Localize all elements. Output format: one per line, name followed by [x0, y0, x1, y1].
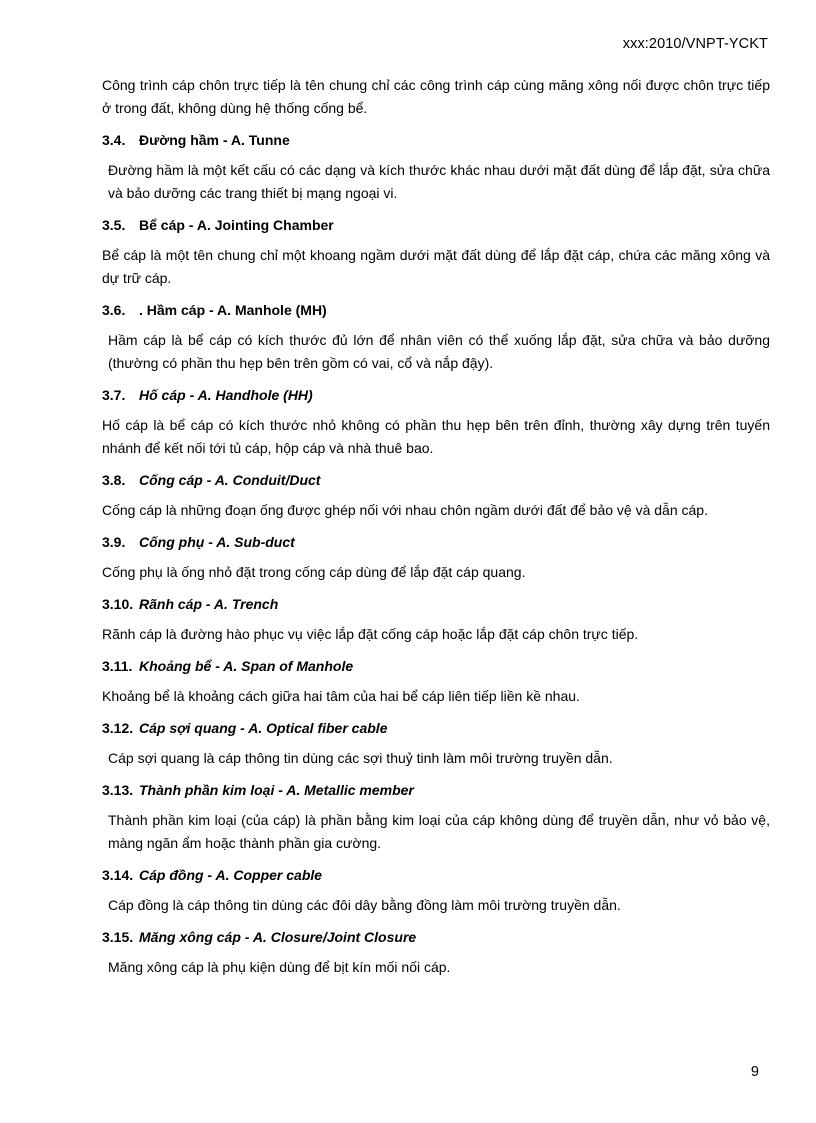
section-heading [102, 471, 770, 489]
section-number: 3.14. [102, 867, 134, 883]
section-title: Rãnh cáp - A. Trench [139, 596, 279, 612]
section-number: 3.8. [102, 472, 126, 488]
intro-paragraph: Công trình cáp chôn trực tiếp là tên chung chỉ các công trình cáp cùng măng xông nối được chôn trực tiếp ở trong đất, không dùng hệ thống cống bể. [102, 77, 770, 116]
section-heading [102, 131, 770, 149]
section-body: Thành phần kim loại (của cáp) là phần bằng kim loại của cáp không dùng để truyền dẫn, như vỏ bảo vệ, màng ngăn ẩm hoặc thành phần gia cường. [108, 812, 770, 851]
section-heading [102, 533, 770, 551]
section-number: 3.13. [102, 782, 134, 798]
section-body: Hố cáp là bể cáp có kích thước nhỏ không có phần thu hẹp bên trên đỉnh, thường xây dựng trên tuyến nhánh để kết nối tới tủ cáp, hộp cáp và nhà thuê bao. [102, 417, 770, 456]
section-title: Thành phần kim loại - A. Metallic member [139, 782, 414, 798]
section-title: Khoảng bể - A. Span of Manhole [139, 658, 354, 674]
section-body: Măng xông cáp là phụ kiện dùng để bịt kín mối nối cáp. [108, 959, 451, 975]
section-title: Đường hầm - A. Tunne [139, 132, 290, 148]
section-body: Hầm cáp là bể cáp có kích thước đủ lớn để nhân viên có thể xuống lắp đặt, sửa chữa và bảo dưỡng (thường có phần thu hẹp bên trên gồm có vai, cổ và nắp đậy). [108, 332, 770, 371]
section-title: Cáp sợi quang - A. Optical fiber cable [139, 720, 388, 736]
section-heading [102, 719, 770, 737]
document-body [102, 74, 770, 979]
section-body: Khoảng bể là khoảng cách giữa hai tâm của hai bể cáp liên tiếp liền kề nhau. [102, 688, 580, 704]
section-title: Cống cáp - A. Conduit/Duct [139, 472, 321, 488]
section-title: . Hầm cáp - A. Manhole (MH) [139, 302, 327, 318]
section-title: Cáp đồng - A. Copper cable [139, 867, 323, 883]
section-number: 3.11. [102, 658, 133, 674]
document-code-header: xxx:2010/VNPT-YCKT [622, 36, 768, 52]
sections-list [102, 131, 770, 979]
section-number: 3.6. [102, 302, 126, 318]
section-number: 3.5. [102, 217, 126, 233]
section-heading [102, 657, 770, 675]
section-body: Đường hầm là một kết cấu có các dạng và kích thước khác nhau dưới mặt đất dùng để lắp đặt, sửa chữa và bảo dưỡng các trang thiết bị mạng ngoại vi. [108, 162, 770, 201]
section-title: Bể cáp - A. Jointing Chamber [139, 217, 334, 233]
section-heading [102, 595, 770, 613]
section-number: 3.9. [102, 534, 126, 550]
section-number: 3.10. [102, 596, 134, 612]
section-number: 3.12. [102, 720, 134, 736]
section-number: 3.15. [102, 929, 134, 945]
section-number: 3.7. [102, 387, 126, 403]
section-heading [102, 781, 770, 799]
page-number: 9 [750, 1064, 759, 1080]
section-body: Cống phụ là ống nhỏ đặt trong cống cáp dùng để lắp đặt cáp quang. [102, 564, 526, 580]
section-heading [102, 301, 770, 319]
section-body: Cáp sợi quang là cáp thông tin dùng các sợi thuỷ tinh làm môi trường truyền dẫn. [108, 750, 613, 766]
section-body: Bể cáp là một tên chung chỉ một khoang ngầm dưới mặt đất dùng để lắp đặt cáp, chứa các măng xông và dự trữ cáp. [102, 247, 770, 286]
section-heading [102, 386, 770, 404]
section-heading [102, 216, 770, 234]
section-heading [102, 928, 770, 946]
section-title: Măng xông cáp - A. Closure/Joint Closure [139, 929, 417, 945]
section-body: Rãnh cáp là đường hào phục vụ việc lắp đặt cống cáp hoặc lắp đặt cáp chôn trực tiếp. [102, 626, 639, 642]
section-body: Cống cáp là những đoạn ống được ghép nối với nhau chôn ngầm dưới đất để bảo vệ và dẫn cáp. [102, 502, 708, 518]
section-title: Cống phụ - A. Sub-duct [139, 534, 295, 550]
section-heading [102, 866, 770, 884]
section-number: 3.4. [102, 132, 126, 148]
section-body: Cáp đồng là cáp thông tin dùng các đôi dây bằng đồng làm môi trường truyền dẫn. [108, 897, 621, 913]
section-title: Hố cáp - A. Handhole (HH) [139, 387, 313, 403]
